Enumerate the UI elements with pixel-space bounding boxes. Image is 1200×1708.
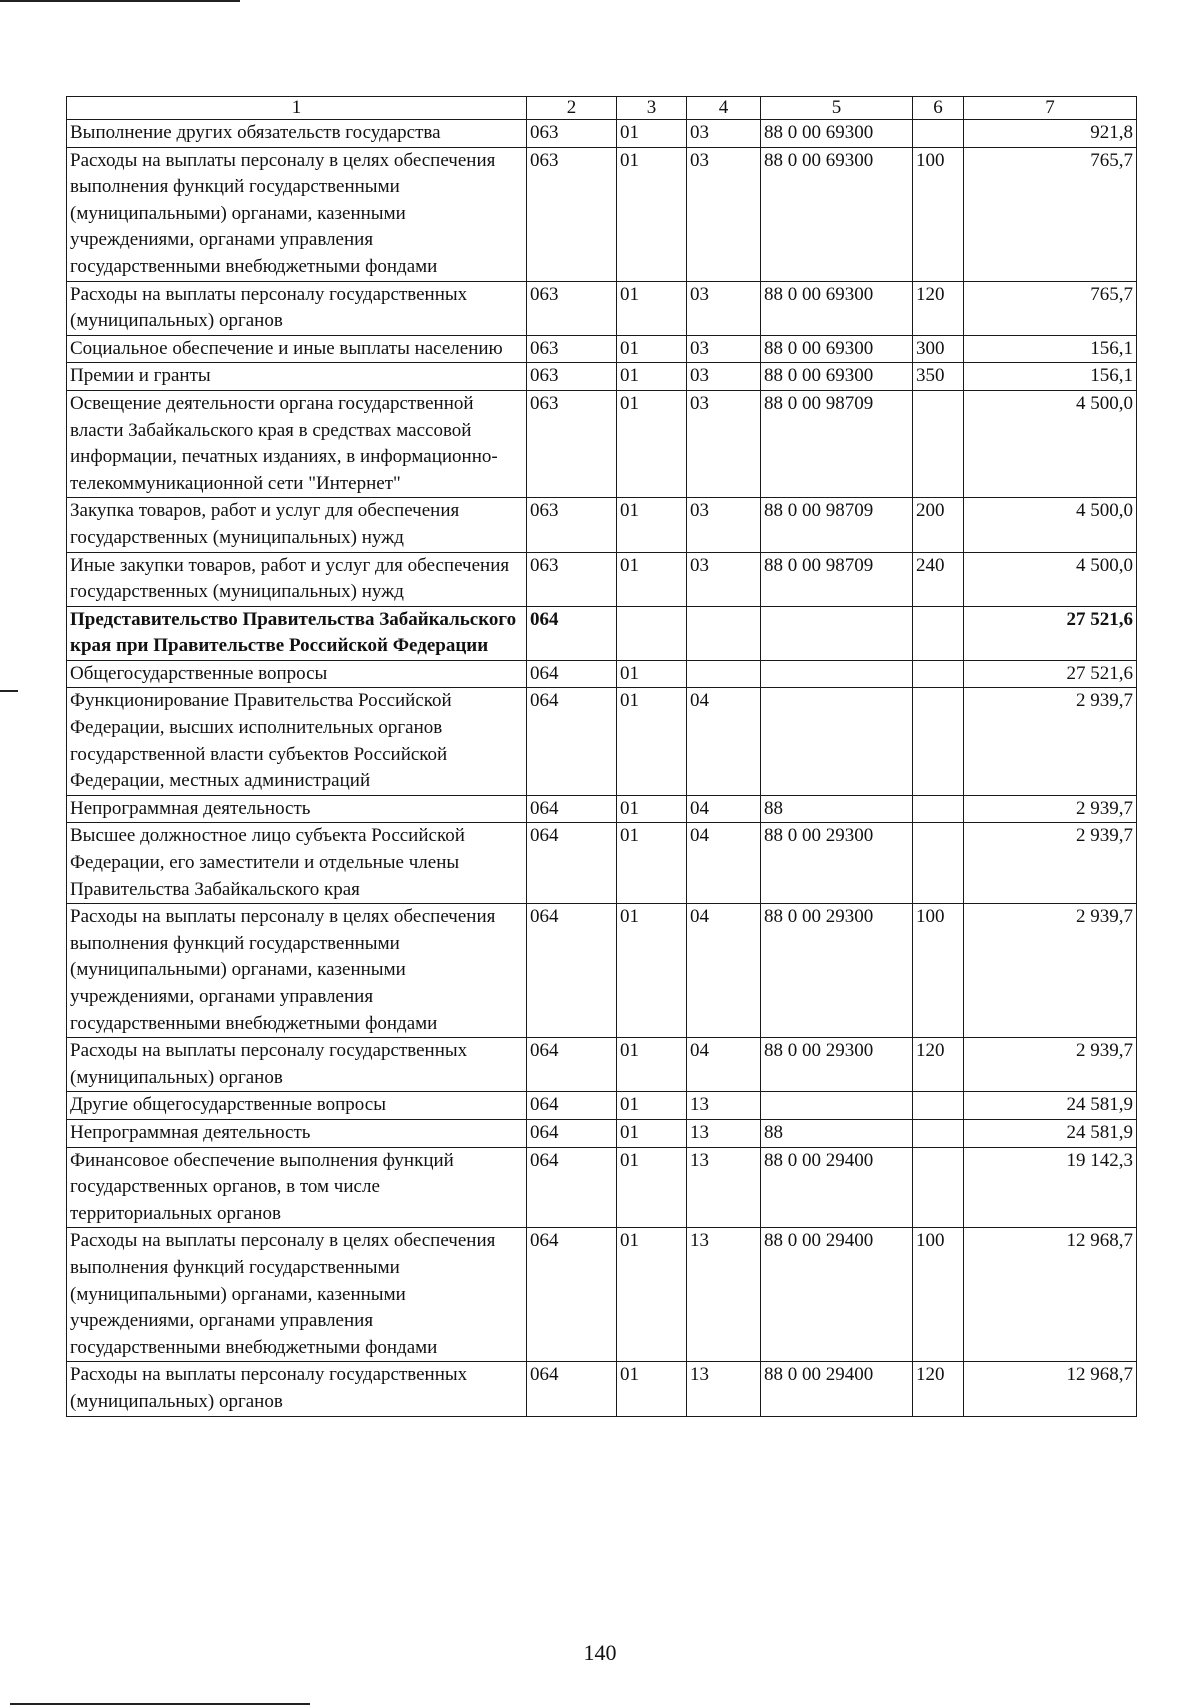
cell-section-code: 01 (617, 1092, 687, 1120)
cell-amount: 4 500,0 (964, 552, 1137, 606)
cell-name: Освещение деятельности органа государственной власти Забайкальского края в средствах массовой информации, печатных изданиях, в информационно-телекоммуникационной сети "Интернет" (67, 390, 527, 497)
cell-name: Расходы на выплаты персоналу в целях обеспечения выполнения функций государственными (муниципальными) органами, казенными учреждениями, органами управления государственными внебюджетными фондами (67, 904, 527, 1038)
cell-expense-type (913, 606, 964, 660)
cell-ministry-code: 064 (527, 1119, 617, 1147)
cell-section-code: 01 (617, 795, 687, 823)
cell-section-code: 01 (617, 1228, 687, 1362)
cell-subsection-code (687, 606, 761, 660)
cell-target-article: 88 0 00 29300 (761, 904, 913, 1038)
cell-amount: 765,7 (964, 281, 1137, 335)
cell-section-code: 01 (617, 120, 687, 148)
table-row (67, 1147, 1137, 1228)
header-row (67, 97, 1137, 120)
cell-ministry-code: 063 (527, 552, 617, 606)
cell-expense-type (913, 1147, 964, 1228)
table-row (67, 1092, 1137, 1120)
cell-ministry-code: 064 (527, 1147, 617, 1228)
cell-name: Представительство Правительства Забайкальского края при Правительстве Российской Федерации (67, 606, 527, 660)
cell-amount: 19 142,3 (964, 1147, 1137, 1228)
cell-section-code: 01 (617, 660, 687, 688)
cell-target-article: 88 0 00 98709 (761, 390, 913, 497)
cell-amount: 2 939,7 (964, 795, 1137, 823)
cell-target-article: 88 0 00 69300 (761, 147, 913, 281)
cell-target-article: 88 0 00 29400 (761, 1147, 913, 1228)
cell-section-code: 01 (617, 335, 687, 363)
cell-target-article (761, 688, 913, 795)
scan-artifact-left (0, 690, 18, 692)
cell-expense-type: 100 (913, 147, 964, 281)
cell-name: Социальное обеспечение и иные выплаты населению (67, 335, 527, 363)
cell-section-code: 01 (617, 688, 687, 795)
table-row (67, 1038, 1137, 1092)
cell-subsection-code: 03 (687, 120, 761, 148)
cell-subsection-code: 03 (687, 498, 761, 552)
cell-ministry-code: 064 (527, 904, 617, 1038)
cell-amount: 24 581,9 (964, 1119, 1137, 1147)
cell-section-code: 01 (617, 552, 687, 606)
cell-amount: 2 939,7 (964, 1038, 1137, 1092)
scan-artifact-top (0, 0, 240, 2)
cell-name: Функционирование Правительства Российской Федерации, высших исполнительных органов государственной власти субъектов Российской Федерации, местных администраций (67, 688, 527, 795)
table-row (67, 498, 1137, 552)
cell-section-code: 01 (617, 1119, 687, 1147)
cell-section-code: 01 (617, 147, 687, 281)
cell-amount: 4 500,0 (964, 390, 1137, 497)
header-col-7: 7 (964, 97, 1137, 120)
cell-ministry-code: 064 (527, 1228, 617, 1362)
cell-target-article: 88 0 00 69300 (761, 281, 913, 335)
header-col-3: 3 (617, 97, 687, 120)
cell-subsection-code: 04 (687, 688, 761, 795)
cell-expense-type: 100 (913, 904, 964, 1038)
cell-subsection-code: 13 (687, 1147, 761, 1228)
cell-target-article: 88 0 00 98709 (761, 552, 913, 606)
header-col-5: 5 (761, 97, 913, 120)
cell-subsection-code: 13 (687, 1362, 761, 1416)
cell-expense-type (913, 1119, 964, 1147)
cell-target-article: 88 0 00 69300 (761, 120, 913, 148)
cell-amount: 27 521,6 (964, 606, 1137, 660)
cell-expense-type: 100 (913, 1228, 964, 1362)
cell-section-code: 01 (617, 390, 687, 497)
cell-amount: 156,1 (964, 335, 1137, 363)
cell-subsection-code: 13 (687, 1092, 761, 1120)
cell-expense-type (913, 688, 964, 795)
cell-ministry-code: 063 (527, 281, 617, 335)
table-row (67, 606, 1137, 660)
cell-amount: 921,8 (964, 120, 1137, 148)
cell-name: Другие общегосударственные вопросы (67, 1092, 527, 1120)
cell-target-article: 88 0 00 69300 (761, 363, 913, 391)
cell-subsection-code: 03 (687, 363, 761, 391)
cell-target-article: 88 (761, 1119, 913, 1147)
cell-name: Выполнение других обязательств государства (67, 120, 527, 148)
cell-amount: 765,7 (964, 147, 1137, 281)
table-row (67, 363, 1137, 391)
cell-section-code: 01 (617, 281, 687, 335)
table-row (67, 552, 1137, 606)
header-col-1: 1 (67, 97, 527, 120)
table-row (67, 281, 1137, 335)
cell-subsection-code: 03 (687, 281, 761, 335)
table-row (67, 660, 1137, 688)
cell-amount: 24 581,9 (964, 1092, 1137, 1120)
cell-amount: 27 521,6 (964, 660, 1137, 688)
cell-ministry-code: 063 (527, 498, 617, 552)
cell-section-code: 01 (617, 823, 687, 904)
cell-section-code: 01 (617, 1147, 687, 1228)
cell-subsection-code: 04 (687, 904, 761, 1038)
cell-expense-type (913, 120, 964, 148)
cell-subsection-code: 03 (687, 390, 761, 497)
cell-expense-type: 300 (913, 335, 964, 363)
header-col-6: 6 (913, 97, 964, 120)
cell-subsection-code: 03 (687, 552, 761, 606)
cell-section-code (617, 606, 687, 660)
cell-ministry-code: 064 (527, 795, 617, 823)
cell-ministry-code: 063 (527, 363, 617, 391)
cell-name: Непрограммная деятельность (67, 795, 527, 823)
cell-name: Расходы на выплаты персоналу государственных (муниципальных) органов (67, 281, 527, 335)
cell-expense-type: 200 (913, 498, 964, 552)
cell-name: Непрограммная деятельность (67, 1119, 527, 1147)
cell-amount: 12 968,7 (964, 1362, 1137, 1416)
header-col-2: 2 (527, 97, 617, 120)
cell-name: Высшее должностное лицо субъекта Российской Федерации, его заместители и отдельные члены Правительства Забайкальского края (67, 823, 527, 904)
cell-expense-type (913, 823, 964, 904)
table-row (67, 1228, 1137, 1362)
table-row (67, 688, 1137, 795)
table-body (67, 120, 1137, 1417)
cell-expense-type (913, 390, 964, 497)
table-row (67, 1362, 1137, 1416)
cell-name: Расходы на выплаты персоналу в целях обеспечения выполнения функций государственными (муниципальными) органами, казенными учреждениями, органами управления государственными внебюджетными фондами (67, 1228, 527, 1362)
cell-amount: 2 939,7 (964, 904, 1137, 1038)
page-number: 140 (583, 1640, 617, 1665)
table-row (67, 1119, 1137, 1147)
cell-target-article (761, 660, 913, 688)
cell-expense-type: 240 (913, 552, 964, 606)
cell-amount: 12 968,7 (964, 1228, 1137, 1362)
cell-target-article: 88 0 00 29400 (761, 1228, 913, 1362)
table-row (67, 390, 1137, 497)
cell-section-code: 01 (617, 1038, 687, 1092)
cell-target-article: 88 0 00 29300 (761, 823, 913, 904)
cell-ministry-code: 063 (527, 147, 617, 281)
cell-ministry-code: 064 (527, 1092, 617, 1120)
cell-ministry-code: 063 (527, 335, 617, 363)
cell-name: Расходы на выплаты персоналу в целях обеспечения выполнения функций государственными (муниципальными) органами, казенными учреждениями, органами управления государственными внебюджетными фондами (67, 147, 527, 281)
cell-expense-type: 120 (913, 1362, 964, 1416)
cell-section-code: 01 (617, 1362, 687, 1416)
cell-ministry-code: 064 (527, 823, 617, 904)
cell-target-article (761, 1092, 913, 1120)
budget-table (66, 96, 1137, 1417)
scan-artifact-bottom (10, 1703, 310, 1705)
cell-expense-type (913, 660, 964, 688)
cell-subsection-code: 13 (687, 1119, 761, 1147)
cell-target-article: 88 0 00 69300 (761, 335, 913, 363)
table-row (67, 335, 1137, 363)
cell-subsection-code: 04 (687, 1038, 761, 1092)
cell-expense-type: 120 (913, 1038, 964, 1092)
cell-subsection-code: 03 (687, 335, 761, 363)
cell-ministry-code: 064 (527, 1038, 617, 1092)
cell-ministry-code: 063 (527, 390, 617, 497)
cell-ministry-code: 064 (527, 1362, 617, 1416)
cell-amount: 2 939,7 (964, 823, 1137, 904)
cell-target-article (761, 606, 913, 660)
cell-target-article: 88 (761, 795, 913, 823)
cell-subsection-code: 04 (687, 795, 761, 823)
cell-amount: 2 939,7 (964, 688, 1137, 795)
cell-subsection-code: 04 (687, 823, 761, 904)
cell-target-article: 88 0 00 29300 (761, 1038, 913, 1092)
table-row (67, 823, 1137, 904)
cell-subsection-code: 13 (687, 1228, 761, 1362)
header-col-4: 4 (687, 97, 761, 120)
cell-name: Финансовое обеспечение выполнения функций государственных органов, в том числе территориальных органов (67, 1147, 527, 1228)
table-row (67, 904, 1137, 1038)
cell-expense-type (913, 795, 964, 823)
cell-ministry-code: 063 (527, 120, 617, 148)
cell-ministry-code: 064 (527, 688, 617, 795)
cell-name: Расходы на выплаты персоналу государственных (муниципальных) органов (67, 1362, 527, 1416)
cell-section-code: 01 (617, 904, 687, 1038)
table-header (67, 97, 1137, 120)
cell-section-code: 01 (617, 498, 687, 552)
table-row (67, 120, 1137, 148)
cell-amount: 4 500,0 (964, 498, 1137, 552)
cell-name: Общегосударственные вопросы (67, 660, 527, 688)
table-row (67, 795, 1137, 823)
cell-ministry-code: 064 (527, 660, 617, 688)
cell-target-article: 88 0 00 29400 (761, 1362, 913, 1416)
cell-section-code: 01 (617, 363, 687, 391)
cell-target-article: 88 0 00 98709 (761, 498, 913, 552)
table-row (67, 147, 1137, 281)
cell-name: Закупка товаров, работ и услуг для обеспечения государственных (муниципальных) нужд (67, 498, 527, 552)
cell-amount: 156,1 (964, 363, 1137, 391)
cell-name: Премии и гранты (67, 363, 527, 391)
cell-expense-type (913, 1092, 964, 1120)
cell-name: Иные закупки товаров, работ и услуг для обеспечения государственных (муниципальных) нужд (67, 552, 527, 606)
cell-ministry-code: 064 (527, 606, 617, 660)
cell-expense-type: 120 (913, 281, 964, 335)
cell-expense-type: 350 (913, 363, 964, 391)
cell-subsection-code: 03 (687, 147, 761, 281)
cell-subsection-code (687, 660, 761, 688)
cell-name: Расходы на выплаты персоналу государственных (муниципальных) органов (67, 1038, 527, 1092)
